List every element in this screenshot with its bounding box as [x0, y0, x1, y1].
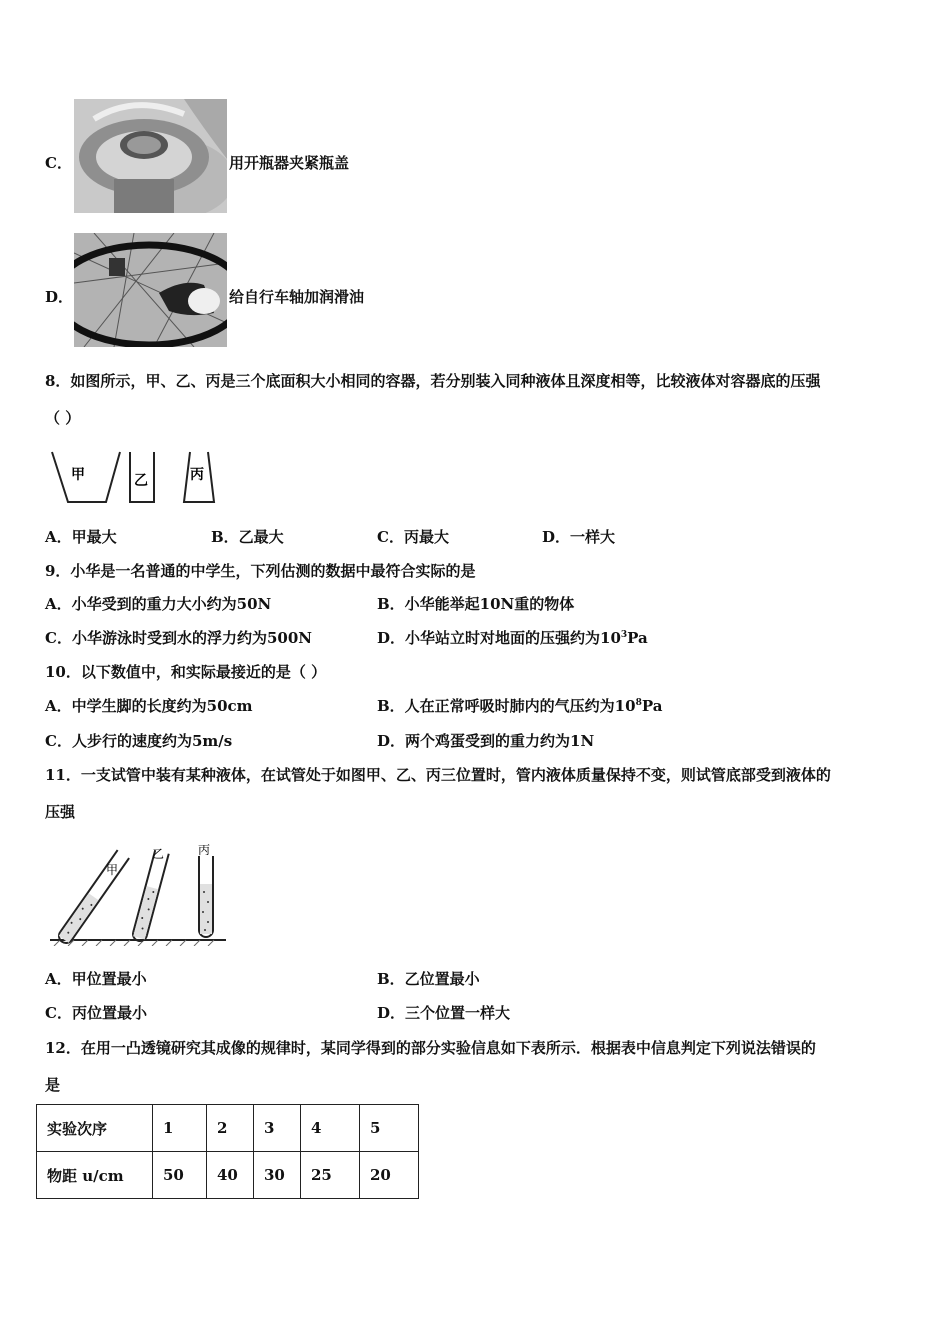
table-row: [37, 1152, 419, 1199]
q11-label-yi: 乙: [152, 847, 165, 861]
q8-label-bing: 丙: [190, 467, 204, 483]
q10-option-a: A．中学生脚的长度约为50cm: [45, 697, 253, 715]
q12-data-table: [36, 1104, 419, 1199]
q11-option-d: D．三个位置一样大: [377, 1004, 511, 1022]
q11-option-c: C．丙位置最小: [45, 1004, 147, 1022]
q8-stem-cont: （ ）: [45, 409, 81, 427]
q11-option-a: A．甲位置最小: [45, 970, 147, 988]
q8-option-d: D．一样大: [542, 528, 616, 546]
q12-stem-cont: 是: [45, 1076, 61, 1094]
table-cell: 5: [360, 1105, 419, 1152]
q9-stem: 9．小华是一名普通的中学生，下列估测的数据中最符合实际的是: [45, 562, 476, 580]
q7-option-c-letter: C．: [45, 154, 72, 172]
q10-option-c: C．人步行的速度约为5m/s: [45, 732, 233, 750]
q10-option-d: D．两个鸡蛋受到的重力约为1N: [377, 732, 595, 750]
table-cell: 40: [207, 1152, 254, 1199]
q11-option-b: B．乙位置最小: [377, 970, 480, 988]
q10-option-b: B．人在正常呼吸时肺内的气压约为$10^8Pa$: [377, 697, 663, 715]
q9-option-d: D．小华站立时对地面的压强约为$10^3Pa$: [377, 629, 648, 647]
table-cell: 3: [254, 1105, 301, 1152]
q11-label-bing: 丙: [198, 843, 211, 857]
q9-option-b: B．小华能举起10N重的物体: [377, 595, 575, 613]
q7-option-d-text: 给自行车轴加润滑油: [229, 288, 365, 306]
table-cell: 20: [360, 1152, 419, 1199]
q11-test-tubes-figure: [48, 842, 228, 946]
q8-label-jia: 甲: [71, 467, 85, 483]
q11-label-jia: 甲: [106, 863, 119, 877]
q9-option-a: A．小华受到的重力大小约为50N: [45, 595, 272, 613]
q8-option-a: A．甲最大: [45, 528, 117, 546]
q8-option-b: B．乙最大: [211, 528, 284, 546]
table-row: [37, 1105, 419, 1152]
q8-label-yi: 乙: [134, 473, 148, 489]
q8-option-c: C．丙最大: [377, 528, 449, 546]
q11-stem-cont: 压强: [45, 803, 76, 821]
table-cell: 2: [207, 1105, 254, 1152]
q12-stem: 12．在用一凸透镜研究其成像的规律时，某同学得到的部分实验信息如下表所示．根据表中信息判定下列说法错误的: [45, 1039, 816, 1057]
q10-stem: 10．以下数值中，和实际最接近的是（ ）: [45, 663, 327, 681]
table-cell: 1: [153, 1105, 207, 1152]
q7-option-c-text: 用开瓶器夹紧瓶盖: [229, 154, 350, 172]
q7-option-d-letter: D．: [45, 288, 74, 306]
bicycle-oil-photo: [74, 233, 227, 347]
table-cell: 4: [301, 1105, 360, 1152]
bottle-opener-photo: [74, 99, 227, 213]
q8-stem: 8．如图所示，甲、乙、丙是三个底面积大小相同的容器，若分别装入同种液体且深度相等，比较液体对容器底的压强: [45, 372, 821, 390]
q8-containers-figure: [50, 448, 222, 506]
table-cell: 30: [254, 1152, 301, 1199]
table-cell: 物距 u/cm: [37, 1152, 153, 1199]
q9-option-c: C．小华游泳时受到水的浮力约为500N: [45, 629, 312, 647]
table-cell: 实验次序: [37, 1105, 153, 1152]
table-cell: 50: [153, 1152, 207, 1199]
table-cell: 25: [301, 1152, 360, 1199]
q11-stem: 11．一支试管中装有某种液体，在试管处于如图甲、乙、丙三位置时，管内液体质量保持不变，则试管底部受到液体的: [45, 766, 831, 784]
